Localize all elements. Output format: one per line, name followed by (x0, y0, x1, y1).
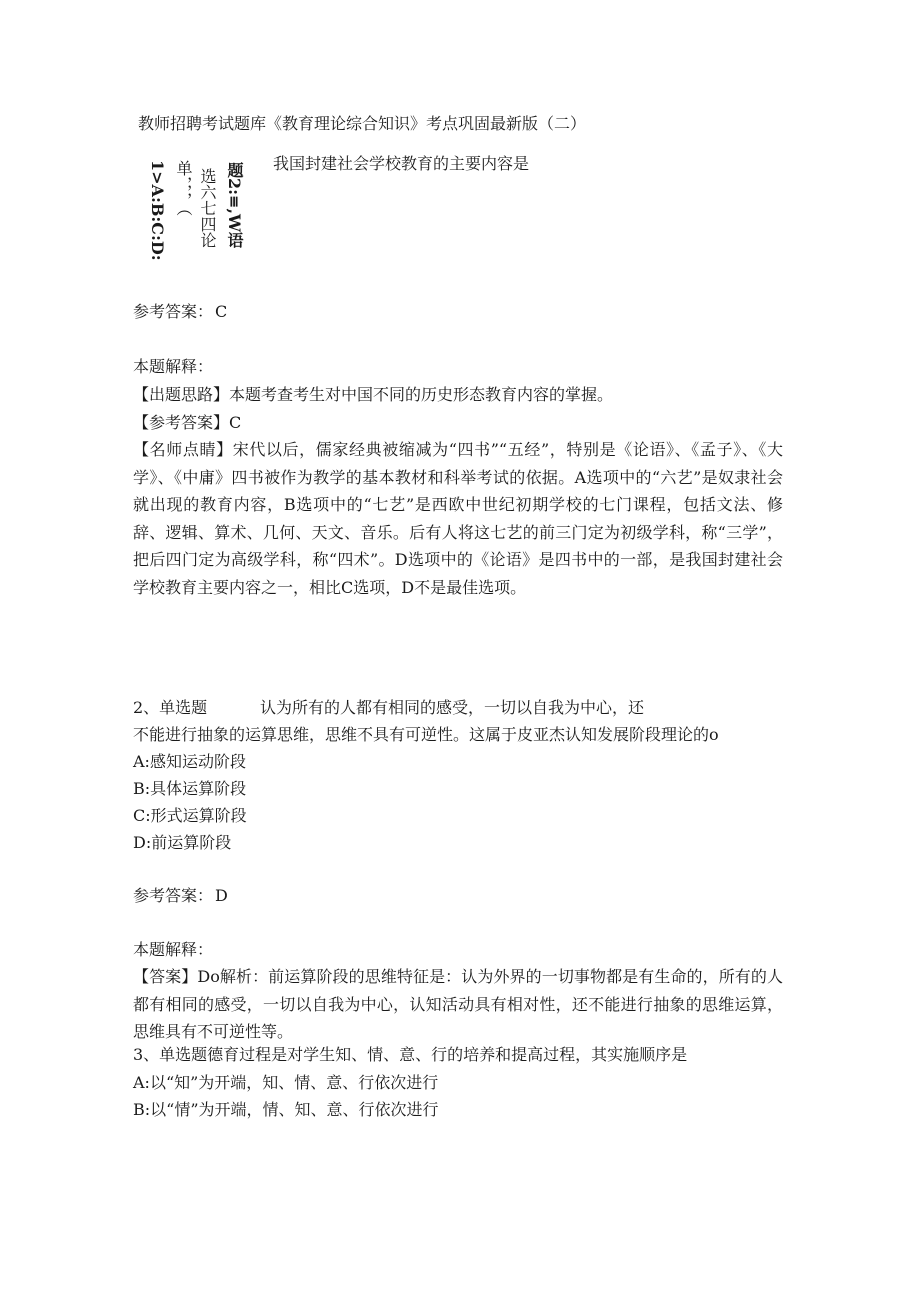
q3-stem: 3、单选题德育过程是对学生知、情、意、行的培养和提高过程，其实施顺序是 (133, 1045, 688, 1064)
q2-option-a: A:感知运动阶段 (133, 752, 246, 771)
q2-explanation (133, 963, 783, 1046)
q2-option-b: B:具体运算阶段 (133, 779, 247, 798)
q2-stem-part2: 不能进行抽象的运算思维，思维不具有可逆性。这属于皮亚杰认知发展阶段理论的o (133, 725, 719, 744)
q1-answer-value: C (215, 302, 228, 321)
q1-explain-label: 本题解释： (133, 357, 214, 376)
q1-scrambled-column-1: 题2:≡,W语 (225, 162, 244, 248)
q2-answer (133, 886, 228, 906)
q1-answer (133, 302, 227, 322)
q1-answer-label: 参考答案： (133, 302, 214, 321)
q1-stem: 我国封建社会学校教育的主要内容是 (273, 154, 530, 173)
q2-option-c: C:形式运算阶段 (133, 806, 247, 825)
q2-number: 2、单选题 (133, 698, 208, 717)
q1-explain-line-1: 【出题思路】本题考查考生对中国不同的历史形态教育内容的掌握。 (133, 385, 614, 404)
q1-scrambled-column-4: 1>A:B:C:D: (148, 160, 167, 261)
q2-explain-label: 本题解释： (133, 940, 214, 959)
q2-option-d: D:前运算阶段 (133, 833, 232, 852)
q3-option-b: B:以“情”为开端，情、知、意、行依次进行 (133, 1100, 439, 1119)
q1-explain-line-2: 【参考答案】C (133, 412, 242, 432)
q2-explain-text: 【答案】Do解析：前运算阶段的思维特征是：认为外界的一切事物都是有生命的，所有的人都有相同的感受，一切以自我为中心，认知活动具有相对性，还不能进行抽象的思维运算，思维具有不可逆性等。 (133, 967, 783, 1041)
q2-stem-part1: 认为所有的人都有相同的感受，一切以自我为中心，还 (260, 698, 645, 717)
document-title: 教师招聘考试题库《教育理论综合知识》考点巩固最新版（二） (138, 114, 587, 133)
q3-option-a: A:以“知”为开端，知、情、意、行依次进行 (133, 1073, 439, 1092)
q1-explanation (133, 381, 783, 601)
q2-answer-value: D (215, 886, 228, 905)
q1-explain-line-3: 【名师点睛】宋代以后，儒家经典被缩减为“四书”“五经”，特别是《论语》、《孟子》、《大学》、《中庸》四书被作为教学的基本教材和科举考试的依据。A选项中的“六艺”是奴隶社会就出现的教育内容，B选项中的“七艺”是西欧中世纪初期学校的七门课程，包括文法、修辞、逻辑、算术、几何、天文、音乐。后有人将这七艺的前三门定为初级学科，称“三学”，把后四门定为高级学科，称“四术”。D选项中的《论语》是四书中的一部，是我国封建社会学校教育主要内容之一，相比C选项，D不是最佳选项。 (133, 440, 783, 597)
q2-answer-label: 参考答案： (133, 886, 214, 905)
q1-scrambled-column-3: 单，，，（ (174, 160, 193, 216)
q1-scrambled-column-2: 选六七四论 (198, 168, 217, 248)
